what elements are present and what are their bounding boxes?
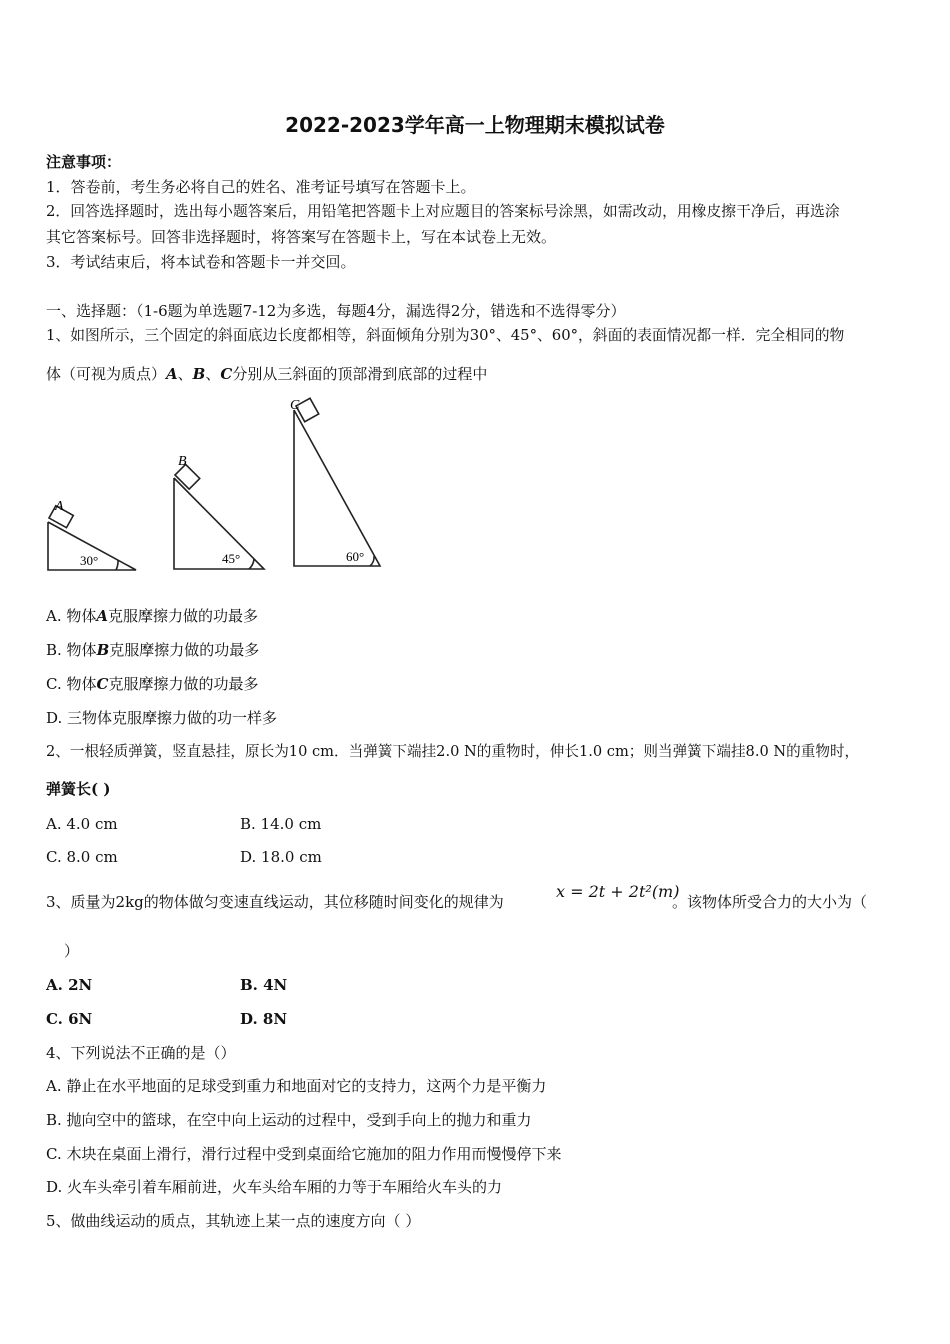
q3-option-d: D. 8N: [240, 1010, 288, 1028]
q4-option-a: A. 静止在水平地面的足球受到重力和地面对它的支持力，这两个力是平衡力: [46, 1077, 547, 1095]
q3-stem-pre: 3、质量为2kg的物体做匀变速直线运动，其位移随时间变化的规律为: [46, 893, 504, 911]
q3-formula: x = 2t + 2t²(m): [556, 882, 680, 901]
q2-option-b: B. 14.0 cm: [240, 815, 322, 833]
q3-option-b: B. 4N: [240, 976, 288, 994]
notice-item: 1．答卷前，考生务必将自己的姓名、准考证号填写在答题卡上。: [46, 178, 476, 196]
notice-heading: 注意事项：: [46, 153, 122, 171]
q3-option-c: C. 6N: [46, 1010, 93, 1028]
incline-a-angle: 30°: [80, 553, 99, 568]
q4-stem: 4、下列说法不正确的是（）: [46, 1044, 236, 1062]
q1-option-a: A. 物体A克服摩擦力做的功最多: [46, 607, 259, 625]
q1-stem-line2: [46, 364, 487, 384]
q1-option-d: D. 三物体克服摩擦力做的功一样多: [46, 709, 278, 727]
q3-stem-line2: ）: [64, 942, 80, 960]
q4-option-b: B. 抛向空中的篮球，在空中向上运动的过程中，受到手向上的抛力和重力: [46, 1111, 532, 1129]
q1-option-b: B. 物体B克服摩擦力做的功最多: [46, 641, 260, 659]
q4-option-c: C. 木块在桌面上滑行，滑行过程中受到桌面给它施加的阻力作用而慢慢停下来: [46, 1145, 562, 1163]
q1-sep: 、: [177, 365, 193, 383]
q1-stem-line1: 1、如图所示，三个固定的斜面底边长度都相等，斜面倾角分别为30°、45°、60°，斜面的表面情况都一样．完全相同的物: [46, 327, 845, 344]
incline-c-label: C: [290, 398, 300, 413]
q2-stem-line2: 弹簧长( ): [46, 780, 111, 798]
q1-stem-text: 分别从三斜面的顶部滑到底部的过程中: [232, 365, 488, 383]
incline-b-label: B: [178, 454, 187, 469]
incline-a: [48, 506, 136, 570]
q5-stem: 5、做曲线运动的质点，其轨迹上某一点的速度方向（ ）: [46, 1212, 421, 1230]
q2-stem-line1: 2、一根轻质弹簧，竖直悬挂，原长为10 cm．当弹簧下端挂2.0 N的重物时，伸长1.0 cm；则当弹簧下端挂8.0 N的重物时，: [46, 743, 860, 760]
page-title: 2022-2023学年高一上物理期末模拟试卷: [285, 113, 665, 137]
notice-item: 其它答案标号。回答非选择题时，将答案写在答题卡上，写在本试卷上无效。: [46, 228, 557, 246]
q1-obj-a: A: [166, 365, 178, 383]
section-heading: 一、选择题：（1-6题为单选题7-12为多选，每题4分，漏选得2分，错选和不选得零分）: [46, 302, 626, 320]
q1-obj-b: B: [192, 365, 206, 383]
notice-item: 3．考试结束后，将本试卷和答题卡一并交回。: [46, 253, 356, 271]
q2-option-d: D. 18.0 cm: [240, 848, 322, 866]
q1-obj-c: C: [220, 365, 233, 383]
q2-option-a: A. 4.0 cm: [46, 815, 118, 833]
incline-b-angle: 45°: [222, 551, 241, 566]
incline-c: [294, 398, 380, 566]
q3-option-a: A. 2N: [46, 976, 93, 994]
incline-b: [174, 464, 264, 569]
q3-stem-post: 。该物体所受合力的大小为（: [672, 893, 868, 911]
q2-option-c: C. 8.0 cm: [46, 848, 118, 866]
q1-option-c: C. 物体C克服摩擦力做的功最多: [46, 675, 259, 693]
q1-sep: 、: [205, 365, 221, 383]
notice-item: 2．回答选择题时，选出每小题答案后，用铅笔把答题卡上对应题目的答案标号涂黑，如需改动，用橡皮擦干净后，再选涂: [46, 203, 840, 220]
incline-a-label: A: [55, 499, 64, 514]
q4-option-d: D. 火车头牵引着车厢前进，火车头给车厢的力等于车厢给火车头的力: [46, 1178, 503, 1196]
incline-c-angle: 60°: [346, 549, 365, 564]
q1-stem-text: 体（可视为质点）: [46, 365, 167, 383]
